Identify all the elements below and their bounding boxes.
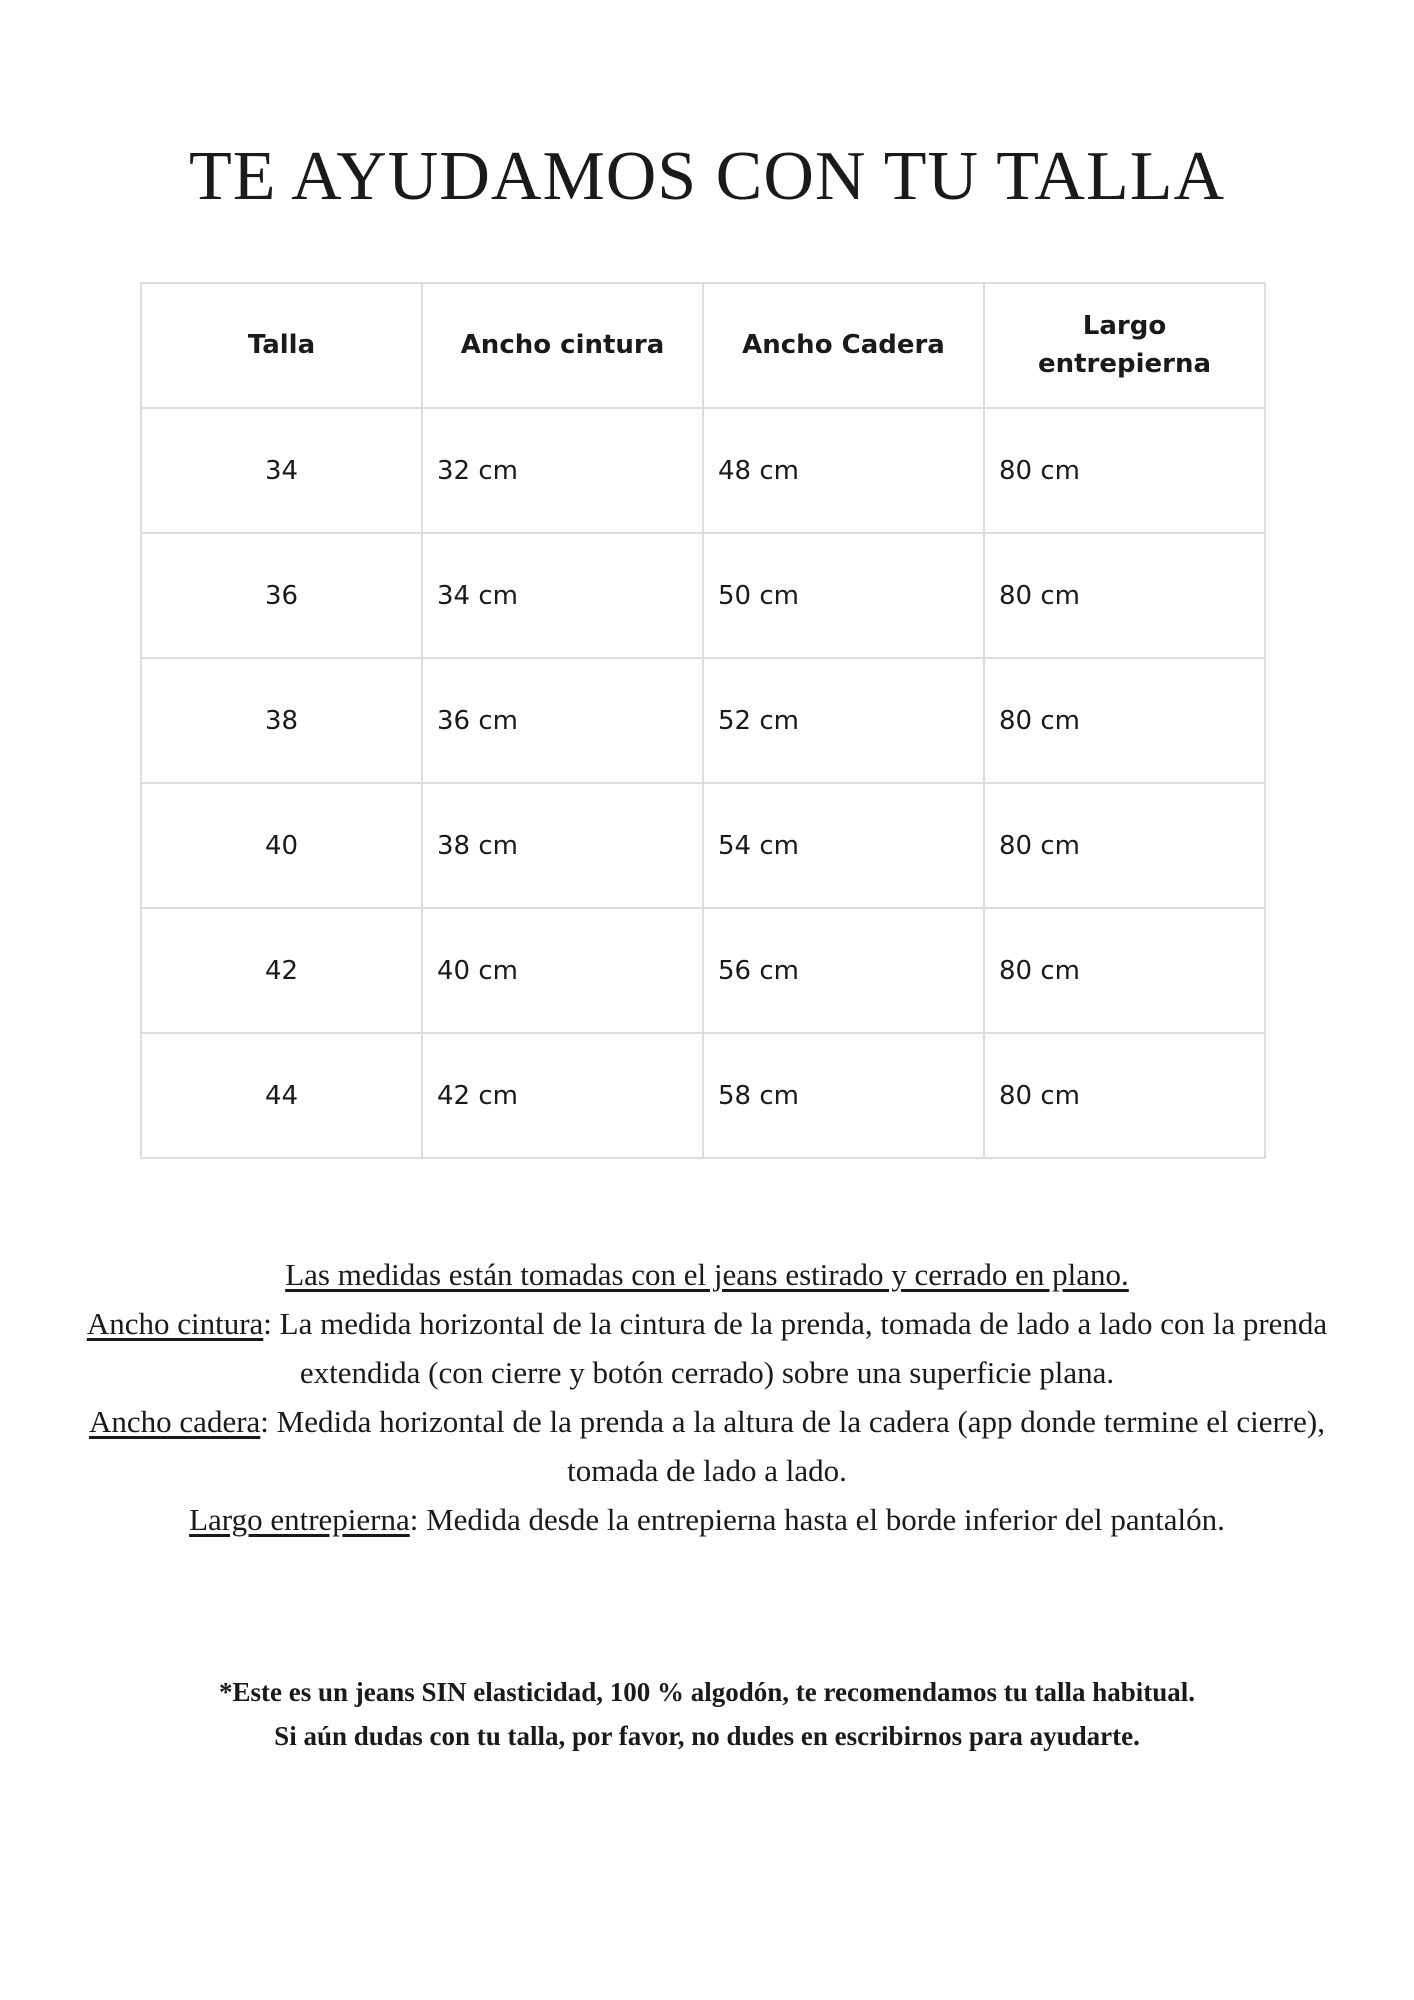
- cell-talla: 34: [141, 408, 422, 533]
- cell-ancho-cadera: 48 cm: [703, 408, 984, 533]
- cell-ancho-cadera: 50 cm: [703, 533, 984, 658]
- notes-intro-text: Las medidas están tomadas con el jeans estirado y cerrado en plano.: [285, 1257, 1129, 1292]
- cell-largo-entrepierna: 80 cm: [984, 1033, 1265, 1158]
- table-row: [141, 1033, 1265, 1158]
- header-ancho-cadera: Ancho Cadera: [703, 283, 984, 408]
- cell-talla: 44: [141, 1033, 422, 1158]
- notes-intro: [50, 1250, 1364, 1299]
- note-waist: [50, 1299, 1364, 1397]
- note-inseam-term: Largo entrepierna: [189, 1502, 410, 1537]
- size-table: [140, 282, 1266, 1159]
- table-row: [141, 533, 1265, 658]
- cell-ancho-cintura: 40 cm: [422, 908, 703, 1033]
- disclaimer: [50, 1670, 1364, 1758]
- cell-largo-entrepierna: 80 cm: [984, 408, 1265, 533]
- cell-ancho-cadera: 54 cm: [703, 783, 984, 908]
- cell-talla: 36: [141, 533, 422, 658]
- header-largo-entrepierna: Largo entrepierna: [984, 283, 1265, 408]
- cell-ancho-cintura: 38 cm: [422, 783, 703, 908]
- table-row: [141, 908, 1265, 1033]
- disclaimer-line-1: *Este es un jeans SIN elasticidad, 100 % algodón, te recomendamos tu talla habitual.: [218, 1677, 1196, 1707]
- disclaimer-line-2: Si aún dudas con tu talla, por favor, no dudes en escribirnos para ayudarte.: [274, 1721, 1140, 1751]
- cell-talla: 42: [141, 908, 422, 1033]
- cell-ancho-cadera: 56 cm: [703, 908, 984, 1033]
- table-row: [141, 658, 1265, 783]
- note-hip-term: Ancho cadera: [89, 1404, 261, 1439]
- note-hip: [50, 1397, 1364, 1495]
- cell-ancho-cintura: 36 cm: [422, 658, 703, 783]
- cell-largo-entrepierna: 80 cm: [984, 533, 1265, 658]
- header-ancho-cintura: Ancho cintura: [422, 283, 703, 408]
- table-row: [141, 783, 1265, 908]
- cell-largo-entrepierna: 80 cm: [984, 658, 1265, 783]
- cell-largo-entrepierna: 80 cm: [984, 783, 1265, 908]
- cell-talla: 38: [141, 658, 422, 783]
- cell-ancho-cadera: 52 cm: [703, 658, 984, 783]
- cell-ancho-cadera: 58 cm: [703, 1033, 984, 1158]
- cell-ancho-cintura: 32 cm: [422, 408, 703, 533]
- note-hip-text: : Medida horizontal de la prenda a la altura de la cadera (app donde termine el cierre), tomada de lado a lado.: [260, 1404, 1325, 1488]
- note-waist-term: Ancho cintura: [86, 1306, 264, 1341]
- note-inseam-text: : Medida desde la entrepierna hasta el borde inferior del pantalón.: [409, 1502, 1225, 1537]
- cell-talla: 40: [141, 783, 422, 908]
- measurement-notes: [50, 1250, 1364, 1544]
- header-talla: Talla: [141, 283, 422, 408]
- page-title: TE AYUDAMOS CON TU TALLA: [188, 138, 1226, 215]
- cell-ancho-cintura: 34 cm: [422, 533, 703, 658]
- note-waist-text: : La medida horizontal de la cintura de la prenda, tomada de lado a lado con la prenda extendida (con cierre y botón cerrado) sobre una superficie plana.: [263, 1306, 1328, 1390]
- cell-ancho-cintura: 42 cm: [422, 1033, 703, 1158]
- cell-largo-entrepierna: 80 cm: [984, 908, 1265, 1033]
- table-header-row: [141, 283, 1265, 408]
- note-inseam: [50, 1495, 1364, 1544]
- table-row: [141, 408, 1265, 533]
